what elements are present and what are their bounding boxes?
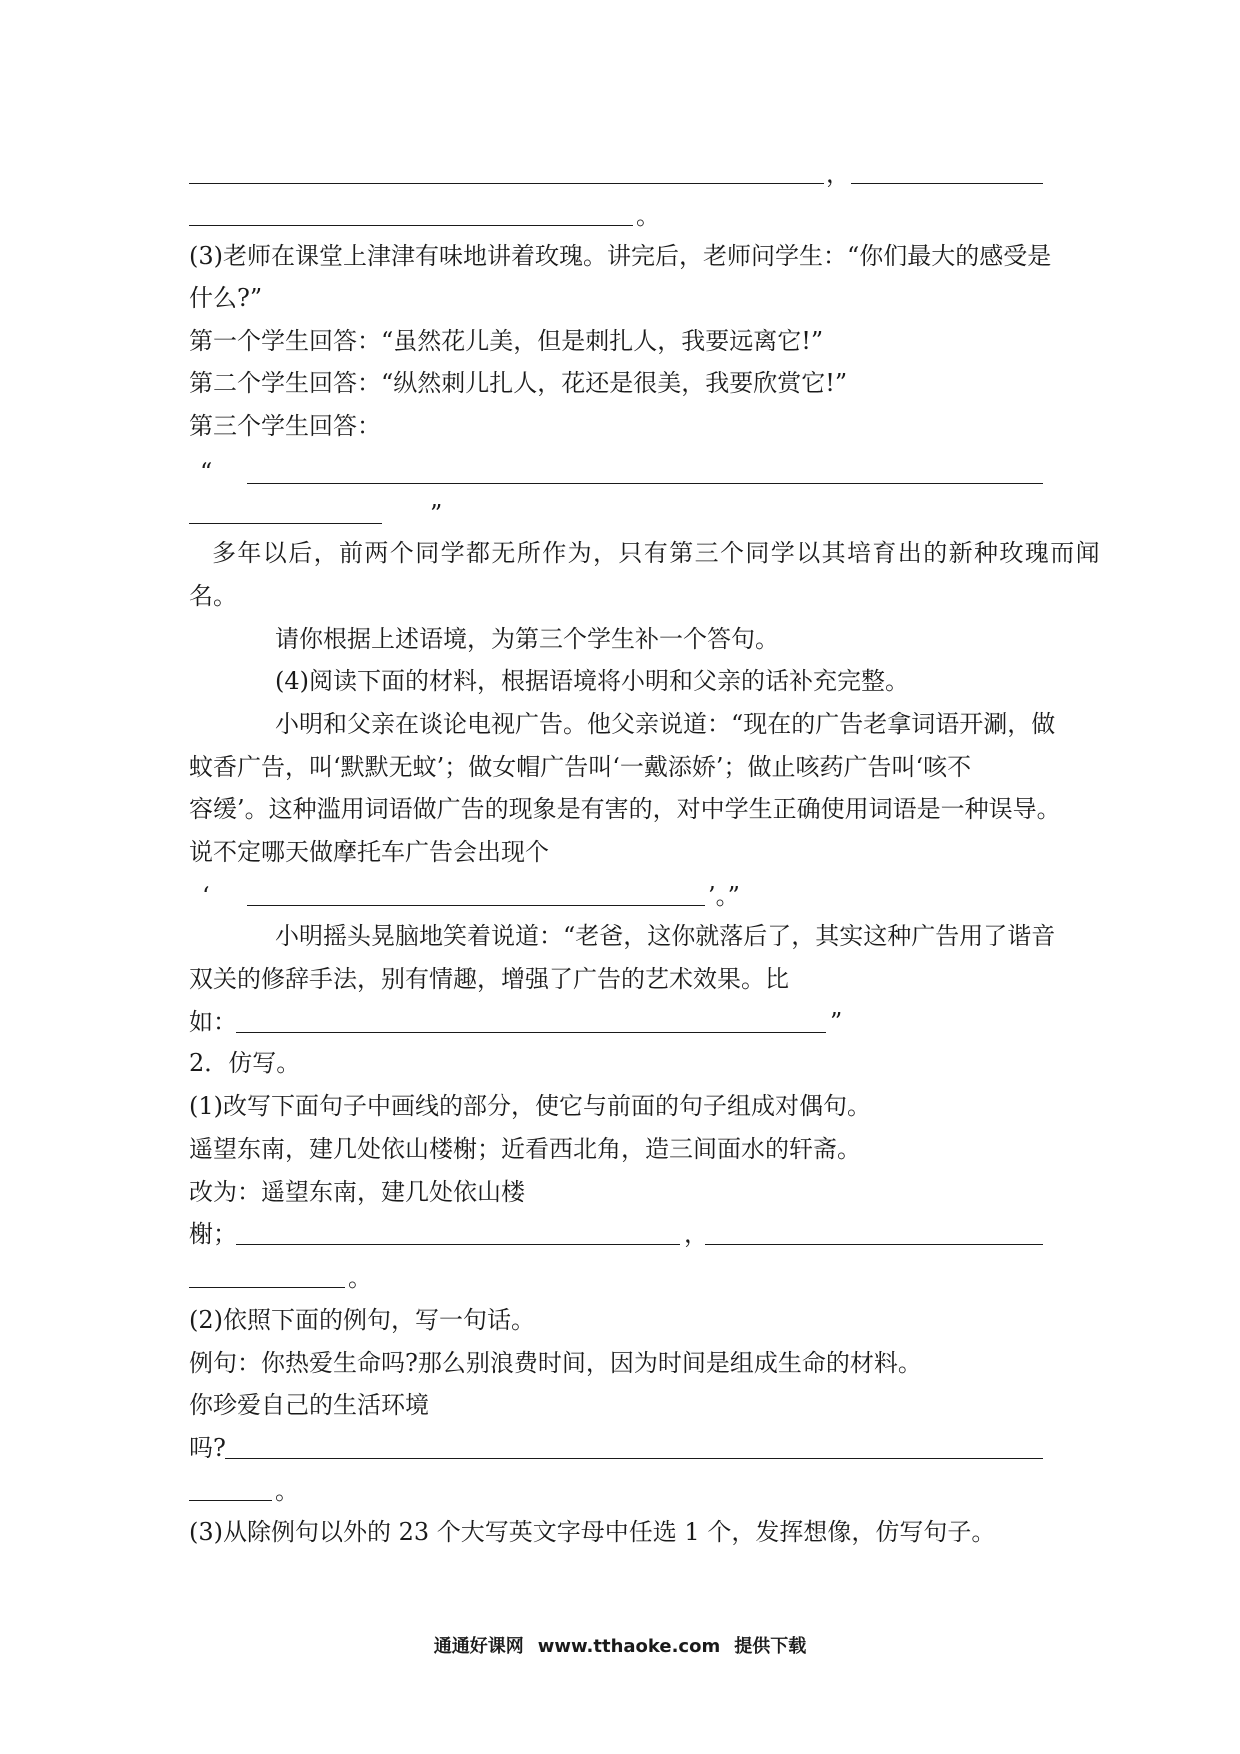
q3-answer-1: 第一个学生回答：“虽然花儿美，但是刺扎人，我要远离它!” — [189, 327, 824, 355]
answer-blank — [236, 1032, 826, 1033]
s2-q1-title: (1)改写下面句子中画线的部分，使它与前面的句子组成对偶句。 — [189, 1092, 871, 1120]
open-quote: “ — [200, 458, 213, 486]
close-quote: ” — [430, 500, 443, 528]
answer-blank — [189, 1287, 345, 1288]
s2-q2-prompt-start: 吗? — [189, 1434, 226, 1462]
q4-son-line: 小明摇头晃脑地笑着说道：“老爸，这你就落后了，其实这种广告用了谐音 — [275, 922, 1056, 950]
footer-site-name: 通通好课网 — [433, 1636, 524, 1657]
section-heading: 2．仿写。 — [189, 1049, 301, 1077]
answer-blank — [189, 1500, 272, 1501]
q4-father-line: 蚊香广告，叫‘默默无蚊’；做女帽广告叫‘一戴添娇’；做止咳药广告叫‘咳不 — [189, 753, 972, 781]
answer-blank — [225, 1458, 1043, 1459]
q4-son-line: 双关的修辞手法，别有情趣，增强了广告的艺术效果。比 — [189, 965, 789, 993]
answer-blank — [247, 483, 1043, 484]
punctuation-comma: ， — [826, 160, 850, 188]
q3-instruction: 请你根据上述语境，为第三个学生补一个答句。 — [275, 625, 779, 653]
answer-blank — [189, 183, 824, 184]
q4-example-label: 如： — [189, 1008, 237, 1036]
close-quote: ” — [830, 1008, 843, 1036]
punctuation-comma: ， — [684, 1220, 708, 1248]
q3-answer-2: 第二个学生回答：“纵然刺儿扎人，花还是很美，我要欣赏它!” — [189, 369, 848, 397]
q4-father-line: 小明和父亲在谈论电视广告。他父亲说道：“现在的广告老拿词语开涮，做 — [275, 710, 1056, 738]
s2-q1-rewrite-start: 榭； — [189, 1220, 237, 1248]
answer-blank — [705, 1244, 1043, 1245]
q4-title: (4)阅读下面的材料，根据语境将小明和父亲的话补充完整。 — [275, 667, 909, 695]
s2-q3-title: (3)从除例句以外的 23 个大写英文字母中任选 1 个，发挥想像，仿写句子。 — [189, 1518, 996, 1546]
s2-q2-example: 例句：你热爱生命吗?那么别浪费时间，因为时间是组成生命的材料。 — [189, 1349, 922, 1377]
q4-father-line: 说不定哪天做摩托车广告会出现个 — [189, 838, 549, 866]
s2-q1-rewrite-line: 改为：遥望东南，建几处依山楼 — [189, 1178, 525, 1206]
q3-story-line: 名。 — [189, 582, 237, 610]
close-quote: ’。” — [708, 882, 740, 910]
q3-prompt-line: 什么?” — [189, 284, 263, 312]
q3-story-line: 多年以后，前两个同学都无所作为，只有第三个同学以其培育出的新种玫瑰而闻 — [212, 539, 1101, 567]
s2-q2-prompt-line: 你珍爱自己的生活环境 — [189, 1391, 429, 1419]
answer-blank — [851, 183, 1043, 184]
page-footer — [0, 1636, 1240, 1658]
footer-url: www.tthaoke.com — [537, 1636, 721, 1657]
punctuation-period: 。 — [275, 1477, 299, 1505]
s2-q2-title: (2)依照下面的例句，写一句话。 — [189, 1306, 535, 1334]
punctuation-period: 。 — [636, 202, 660, 230]
q4-father-line: 容缓’。这种滥用词语做广告的现象是有害的，对中学生正确使用词语是一种误导。 — [189, 795, 1061, 823]
s2-q1-sentence: 遥望东南，建几处依山楼榭；近看西北角，造三间面水的轩斋。 — [189, 1135, 861, 1163]
answer-blank — [247, 905, 705, 906]
q3-answer-3-label: 第三个学生回答： — [189, 412, 381, 440]
punctuation-period: 。 — [348, 1264, 372, 1292]
q3-prompt-line: (3)老师在课堂上津津有味地讲着玫瑰。讲完后，老师问学生：“你们最大的感受是 — [189, 242, 1052, 270]
footer-note: 提供下载 — [734, 1636, 807, 1657]
answer-blank — [236, 1244, 680, 1245]
open-quote: ‘ — [202, 882, 210, 910]
answer-blank — [189, 225, 633, 226]
answer-blank — [189, 523, 382, 524]
